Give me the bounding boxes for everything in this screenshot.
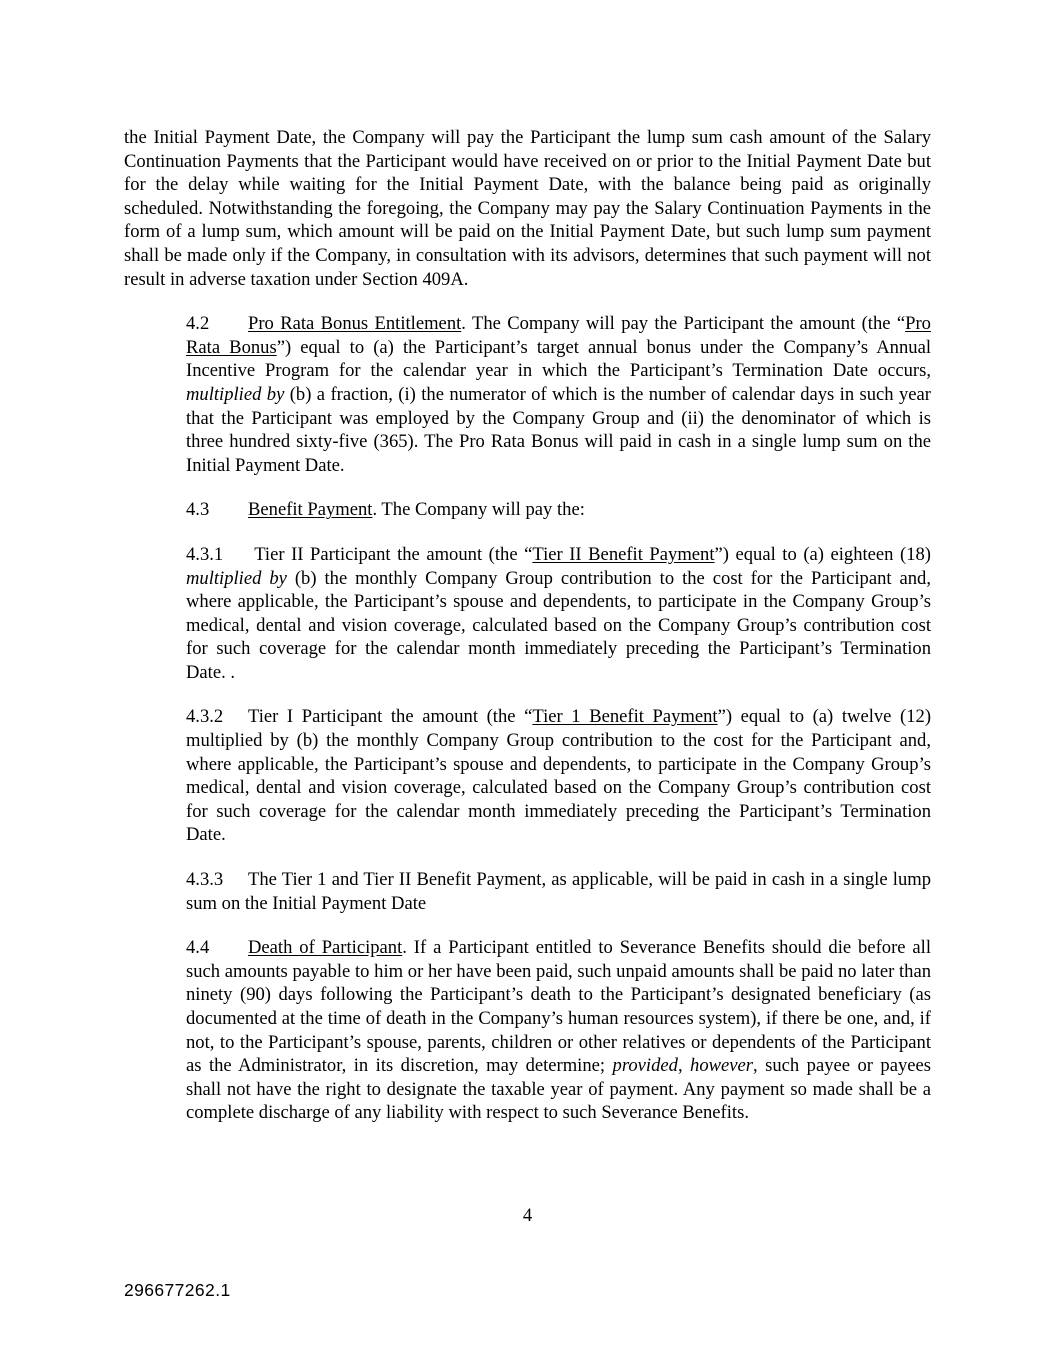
- section-number: 4.3.3: [186, 869, 224, 891]
- section-4-3-2: 4.3.2 Tier I Participant the amount (the “Tier 1 Benefit Payment”) equal to (a) twelve (12) multiplied by (b) the monthly Company Group contribution to the cost for the Participant and, where applicable, the Participant’s spouse and dependents, to participate in the Company Group’s medical, dental and vision coverage, calculated based on the Company Group’s contribution cost for such coverage for the calendar month immediately preceding the Participant’s Termination Date.: [186, 706, 932, 846]
- section-number: 4.3: [186, 499, 210, 521]
- section-number: 4.2: [186, 313, 210, 335]
- paragraph-initial-payment: the Initial Payment Date, the Company will pay the Participant the lump sum cash amount of the Salary Continuation Payments that the Participant would have received on or prior to the Initial Payment Date but for the delay while waiting for the Initial Payment Date, with the balance being paid as originally scheduled. Notwithstanding the foregoing, the Company may pay the Salary Continuation Payments in the form of a lump sum, which amount will be paid on the Initial Payment Date, but such lump sum payment shall be made only if the Company, in consultation with its advisors, determines that such payment will not result in adverse taxation under Section 409A.: [124, 127, 931, 290]
- page-number: 4: [522, 1205, 533, 1226]
- document-id: 296677262.1: [124, 1280, 231, 1300]
- section-heading: Benefit Payment: [248, 499, 373, 521]
- section-4-3-1: 4.3.1 Tier II Participant the amount (the “Tier II Benefit Payment”) equal to (a) eighteen (18) multiplied by (b) the monthly Company Group contribution to the cost for the Participant and, where applicable, the Participant’s spouse and dependents, to participate in the Company Group’s medical, dental and vision coverage, calculated based on the Company Group’s contribution cost for such coverage for the calendar month immediately preceding the Participant’s Termination Date. .: [186, 543, 931, 683]
- defined-term: Tier II Benefit Payment: [532, 543, 715, 565]
- section-4-4: 4.4 Death of Participant. If a Participant entitled to Severance Benefits should die before all such amounts payable to him or her have been paid, such unpaid amounts shall be paid no later than ninety (90) days following the Participant’s death to the Participant’s designated beneficiary (as documented at the time of death in the Company’s human resources system), if there be one, and, if not, to the Participant’s spouse, parents, children or other relatives or dependents of the Participant as the Administrator, in its discretion, may determine; provided, however, such payee or payees shall not have the right to designate the taxable year of payment. Any payment so made shall be a complete discharge of any liability with respect to such Severance Benefits.: [186, 937, 932, 1124]
- section-4-3: 4.3 Benefit Payment. The Company will pay the:: [186, 499, 585, 521]
- section-number: 4.3.1: [186, 543, 224, 565]
- section-4-2: 4.2 Pro Rata Bonus Entitlement. The Company will pay the Participant the amount (the “Pro Rata Bonus”) equal to (a) the Participant’s target annual bonus under the Company’s Annual Incentive Program for the calendar year in which the Participant’s Termination Date occurs, multiplied by (b) a fraction, (i) the numerator of which is the number of calendar days in such year that the Participant was employed by the Company Group and (ii) the denominator of which is three hundred sixty-five (365). The Pro Rata Bonus will paid in cash in a single lump sum on the Initial Payment Date.: [186, 313, 931, 476]
- defined-term: Tier 1 Benefit Payment: [532, 706, 718, 728]
- section-number: 4.4: [186, 937, 210, 959]
- section-heading: Pro Rata Bonus Entitlement: [248, 313, 462, 335]
- section-number: 4.3.2: [186, 706, 224, 728]
- section-heading: Death of Participant: [248, 937, 403, 959]
- defined-term: Pro Rata Bonus: [186, 313, 931, 358]
- document-body: [124, 126, 931, 1125]
- section-4-3-3: 4.3.3 The Tier 1 and Tier II Benefit Payment, as applicable, will be paid in cash in a single lump sum on the Initial Payment Date: [186, 869, 931, 914]
